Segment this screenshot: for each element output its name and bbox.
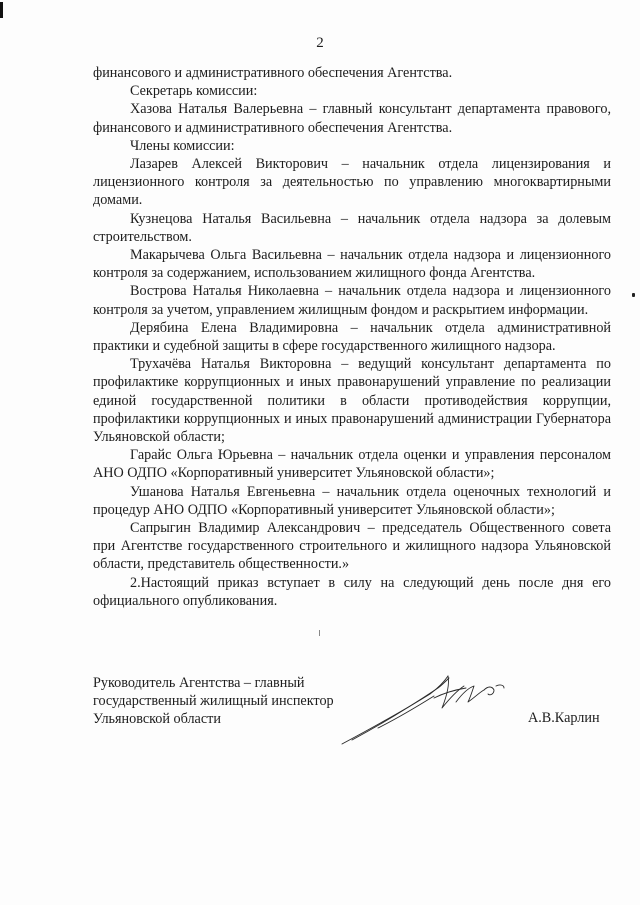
paragraph: Лазарев Алексей Викторович – начальник отдела лицензирования и лицензионного контроля за деятельностью по управлению многоквартирными домами. [93,156,611,209]
paragraph: Ушанова Наталья Евгеньевна – начальник отдела оценочных технологий и процедур АНО ОДПО «Корпоративный университет Ульяновской области»; [93,483,611,518]
scan-edge-mark [0,2,3,18]
paragraph: Макарычева Ольга Васильевна – начальник отдела надзора и лицензионного контроля за содержанием, использованием жилищного фонда Агентства. [93,247,611,282]
paragraph: Кузнецова Наталья Васильевна – начальник отдела надзора за долевым строительством. [93,210,611,245]
scan-speck [319,630,320,636]
paragraph: Дерябина Елена Владимировна – начальник отдела административной практики и судебной защиты в сфере государственного жилищного надзора. [93,319,611,355]
scan-dot [632,293,635,297]
signatory-line: Ульяновской области [93,711,221,728]
paragraph: 2.Настоящий приказ вступает в силу на следующий день после дня его официального опубликования. [93,574,611,609]
signatory-name: А.В.Карлин [528,710,600,726]
paragraph: Члены комиссии: [130,137,235,154]
document-body [93,64,611,610]
signatory-line: государственный жилищный инспектор [93,693,334,710]
paragraph: Сапрыгин Владимир Александрович – председатель Общественного совета при Агентстве государственного строительного и жилищного надзора Ульяновской области, представитель общественности.» [93,520,611,573]
paragraph: Трухачёва Наталья Викторовна – ведущий консультант департамента по профилактике коррупционных и иных правонарушений управление по реализации единой государственной политики в области противодействия коррупции, профилактики коррупционных и иных правонарушений администрации Губернатора Ульяновской области; [93,356,611,446]
handwritten-signature [338,668,518,748]
paragraph: финансового и административного обеспечения Агентства. [93,65,453,81]
paragraph: Хазова Наталья Валерьевна – главный консультант департамента правового, финансового и административного обеспечения Агентства. [93,101,611,136]
paragraph: Вострова Наталья Николаевна – начальник отдела надзора и лицензионного контроля за учетом, управлением жилищным фондом и раскрытием информации. [93,283,611,318]
paragraph: Гарайс Ольга Юрьевна – начальник отдела оценки и управления персоналом АНО ОДПО «Корпоративный университет Ульяновской области»; [93,447,611,482]
signatory-line: Руководитель Агентства – главный [93,675,305,691]
paragraph: Секретарь комиссии: [130,83,258,100]
page-number: 2 [316,35,324,51]
signatory-title [93,674,334,729]
